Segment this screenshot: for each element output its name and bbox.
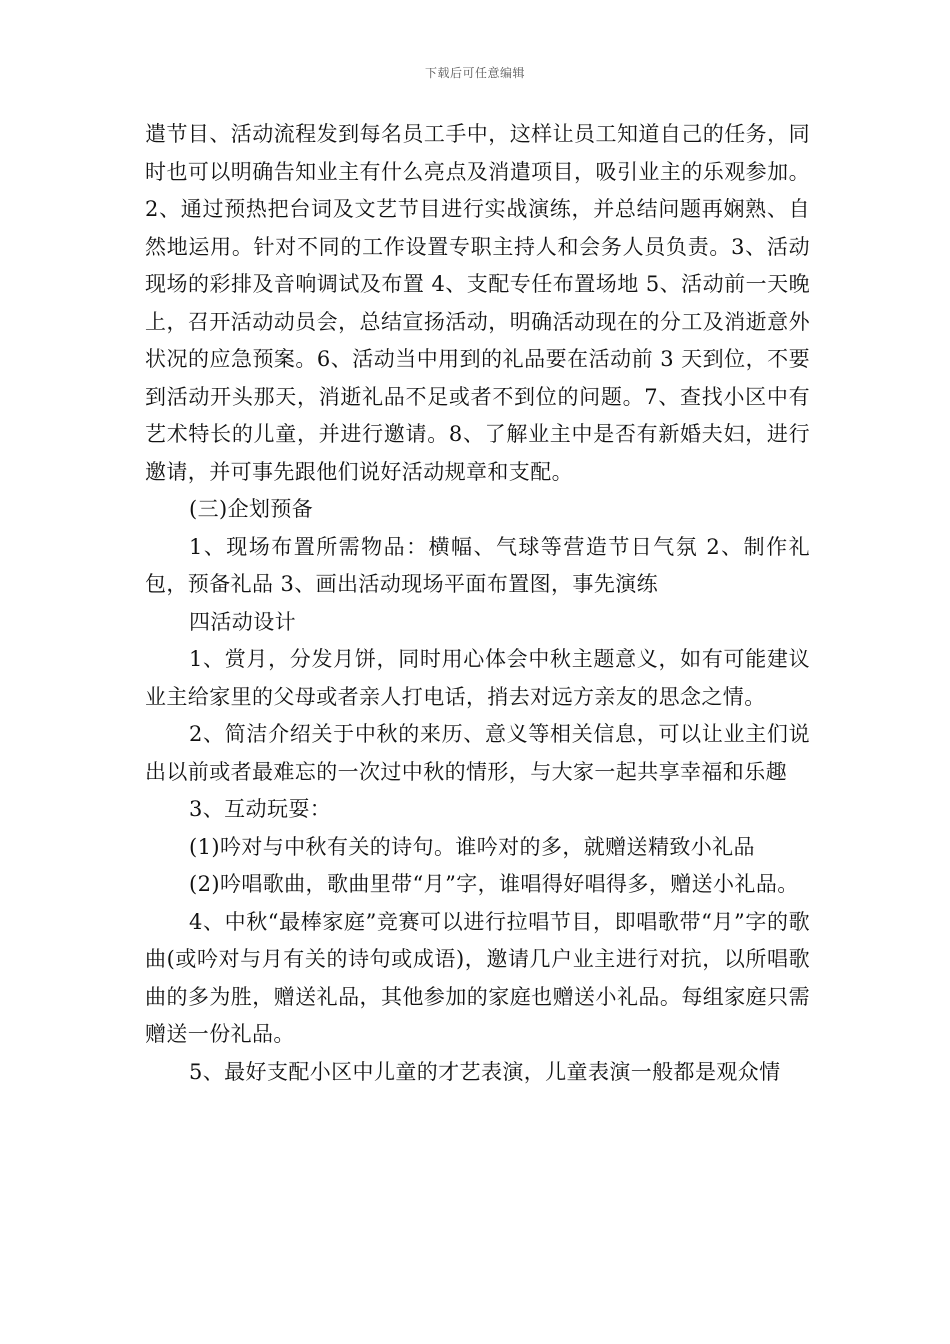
- paragraph-moon-viewing: 1、赏月，分发月饼，同时用心体会中秋主题意义，如有可能建议业主给家里的父母或者亲人打电话，捎去对远方亲友的思念之情。: [145, 647, 810, 709]
- paragraph-best-family-contest: 4、中秋“最棒家庭”竞赛可以进行拉唱节目，即唱歌带“月”字的歌曲(或吟对与月有关的诗句或成语)，邀请几户业主进行对抗，以所唱歌曲的多为胜，赠送礼品，其他参加的家庭也赠送小礼品。每组家庭只需赠送一份礼品。: [145, 909, 810, 1046]
- paragraph-children-performance: 5、最好支配小区中儿童的才艺表演，儿童表演一般都是观众情: [189, 1059, 781, 1084]
- paragraph-planning-items: 1、现场布置所需物品：横幅、气球等营造节日气氛 2、制作礼包，预备礼品 3、画出活动现场平面布置图，事先演练: [145, 534, 810, 596]
- paragraph-festival-history: 2、简洁介绍关于中秋的来历、意义等相关信息，可以让业主们说出以前或者最难忘的一次过中秋的情形，与大家一起共享幸福和乐趣: [145, 722, 810, 784]
- document-body: [145, 116, 810, 1091]
- section-heading-planning: (三)企划预备: [189, 497, 314, 521]
- paragraph-preparation-details: 遣节目、活动流程发到每名员工手中，这样让员工知道自己的任务，同时也可以明确告知业主有什么亮点及消遣项目，吸引业主的乐观参加。2、通过预热把台词及文艺节目进行实战演练，并总结问题再娴熟、自然地运用。针对不同的工作设置专职主持人和会务人员负责。3、活动现场的彩排及音响调试及布置 4、支配专任布置场地 5、活动前一天晚上，召开活动动员会，总结宣扬活动，明确活动现在的分工及消逝意外状况的应急预案。6、活动当中用到的礼品要在活动前 3 天到位，不要到活动开头那天，消逝礼品不足或者不到位的问题。7、查找小区中有艺术特长的儿童，并进行邀请。8、了解业主中是否有新婚夫妇，进行邀请，并可事先跟他们说好活动规章和支配。: [145, 122, 810, 484]
- section-heading-activity-design: 四活动设计: [189, 609, 296, 634]
- page-header: 下载后可任意编辑: [424, 66, 525, 80]
- paragraph-interactive-games: 3、互动玩耍：: [189, 797, 332, 821]
- list-item-poetry: (1)吟对与中秋有关的诗句。谁吟对的多，就赠送精致小礼品: [189, 834, 755, 859]
- list-item-singing: (2)吟唱歌曲，歌曲里带“月”字，谁唱得好唱得多，赠送小礼品。: [189, 872, 799, 896]
